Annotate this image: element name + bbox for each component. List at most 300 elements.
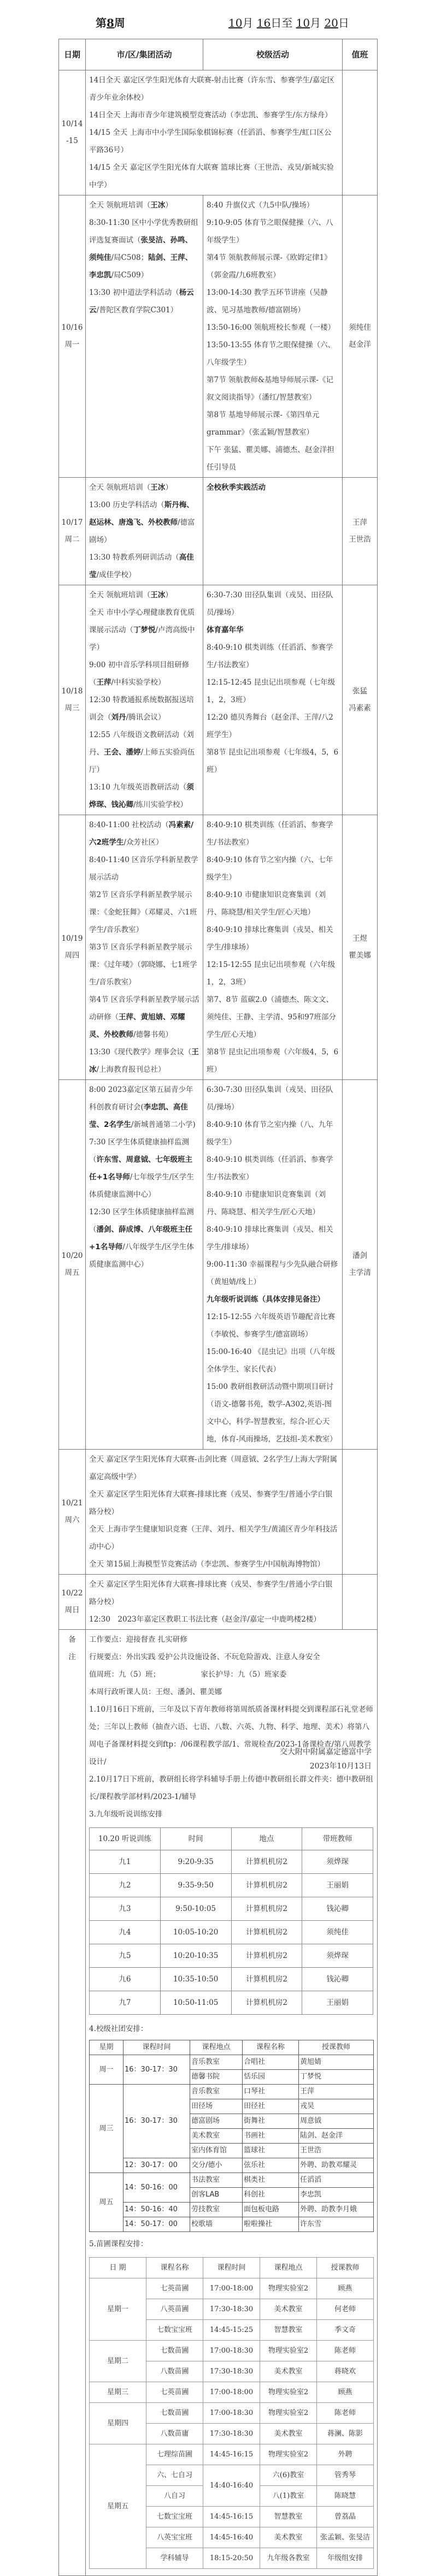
cell: 须烨琛 xyxy=(302,1850,373,1874)
cell: 八英苗圃 xyxy=(146,2299,203,2320)
cell: 17:30-18:30 xyxy=(203,2424,260,2444)
activity-item: 12:30 特教通报系统数据报送培训会（刘丹/腾讯会议） xyxy=(89,696,194,722)
cell: 物理实验室2 xyxy=(260,2403,317,2424)
listening-header-row xyxy=(90,1828,373,1850)
row-date xyxy=(59,585,86,815)
activity-item: 13:30《现代教学》理事会议（王冰/上海教育报刊总社） xyxy=(89,1048,199,1074)
club-teacher: 黄旭婧 xyxy=(299,2055,374,2070)
cell: 物理实验室2 xyxy=(260,2341,317,2361)
document-footer xyxy=(280,1745,372,1773)
cell: 物理实验室2 xyxy=(260,2444,317,2465)
month-char: 月 xyxy=(310,16,321,29)
cell: 17:00-18:30 xyxy=(203,2403,260,2424)
club-location: 创客LAB xyxy=(190,2188,243,2203)
club-name: 弦乐社 xyxy=(243,2158,299,2173)
activity-item: 9:00-11:30 幸福课程与少先队融合研修（黄旭婧/线上） xyxy=(207,1260,338,1286)
club-header: 课程名称 xyxy=(243,2040,299,2055)
club-location: 校歌墙 xyxy=(190,2217,243,2232)
date-text: 10/17 xyxy=(61,518,83,527)
activity-item: 全天 第15届上海模型节竞赛活动（李忠凯、参赛学生/中国航海博物馆） xyxy=(89,1560,325,1569)
club-name: 书画社 xyxy=(243,2129,299,2144)
activity-item: 第8节 昆虫记出项参观（七年级4，5，6班） xyxy=(207,748,339,774)
cell: 17:30-18:30 xyxy=(203,2299,260,2320)
activity-item: 全天 领航班培训（王冰） xyxy=(89,483,173,492)
date-range xyxy=(228,14,349,30)
cell: 14:45-16:40 xyxy=(203,2527,260,2548)
cell: 物理实验室2 xyxy=(260,2278,317,2299)
day-char: 日 xyxy=(338,16,349,29)
activity-item: 全校秋季实践活动 xyxy=(207,483,266,492)
activity-item: 下午 张猛、瞿美娜、浦德杰、赵金洋担任引导员 xyxy=(207,446,334,472)
school-activities-cell xyxy=(203,195,343,478)
activity-item: 全天 领航班培训（王冰） xyxy=(89,591,173,600)
activity-item: 14/15 全天 上海市中小学生国际象棋锦标赛（任滔滔、参赛学生/虹口区公平路36号） xyxy=(89,128,332,155)
club-name: 口琴社 xyxy=(243,2085,299,2099)
club-name: 面包板电路 xyxy=(243,2203,299,2217)
cell: 王丽娟 xyxy=(302,1874,373,1897)
nursery-header: 授课教师 xyxy=(317,2258,374,2278)
activity-item: 8:40-9:10 棋类训练（任滔滔、参赛学生/书法教室） xyxy=(207,821,333,847)
activity-item: 12:30 区学生体质健康抽样监测（潘剑、薛成博、八年级班主任+1名导师/八年级学生/区学生体质健康监测中心） xyxy=(89,1208,194,1269)
nursery-day: 星期三 xyxy=(90,2382,146,2403)
activity-item: 第8节 基地导师展示课-《第四单元grammar》（张孟颖/智慧教室） xyxy=(207,411,320,437)
note-line: 值周班：九（5）班； 家长护导：九（5）班家委 xyxy=(89,1670,287,1679)
listening-header: 时间 xyxy=(160,1828,231,1850)
club-header: 课程地点 xyxy=(190,2040,243,2055)
activity-item: 8:40-9:10 市健康知识竞赛集训（刘丹、陈晓慧/相关学生/匠心天地） xyxy=(207,891,326,917)
nursery-row xyxy=(90,2382,374,2403)
row-date xyxy=(59,195,86,478)
cell: 八(1)教室 xyxy=(260,2486,317,2507)
club-location: 室内体育馆 xyxy=(190,2144,243,2158)
cell: 九1 xyxy=(90,1850,161,1874)
cell: 外聘 xyxy=(317,2444,374,2465)
city-activities-cell xyxy=(86,1080,203,1450)
school-activities-cell xyxy=(203,585,343,815)
date-text: 10/18 xyxy=(61,687,83,696)
school-activities-cell xyxy=(203,478,343,585)
activity-item: 8:30-11:30 区中小学优秀教研组评选复赛面试（张旻洁、孙鸣、须纯佳/局C508；陆剑、王萍、李忠凯/局C509） xyxy=(89,218,198,280)
club-name: 合唱社 xyxy=(243,2055,299,2070)
club-header-row xyxy=(90,2040,374,2055)
nursery-header: 课程地点 xyxy=(260,2258,317,2278)
activity-item: 6:30-7:30 田径队集训（戎昊、田径队员/操场） xyxy=(207,591,333,617)
activity-item: 第2节 区音乐学科新星教学展示课：《金蛇狂舞》（邓耀灵、六1班学生/音乐教室） xyxy=(89,891,197,934)
weekday-text: 周二 xyxy=(64,535,80,544)
club-day: 周一 xyxy=(90,2055,124,2085)
weekly-schedule-table xyxy=(58,39,378,2576)
schedule-title-row xyxy=(0,12,435,34)
club-teacher: 王世浩 xyxy=(299,2144,374,2158)
club-teacher: 王萍 xyxy=(299,2085,374,2099)
club-location: 书法教室 xyxy=(190,2173,243,2188)
club-name: 田径社 xyxy=(243,2099,299,2114)
issue-date: 2023年10月13日 xyxy=(309,1762,372,1771)
notes-label-char: 备 xyxy=(68,1635,76,1644)
day-char: 日 xyxy=(271,16,282,29)
cell: 美术教室 xyxy=(260,2299,317,2320)
activity-item: 全天 市中小学心理健康教育优质课展示活动（丁梦悦/卢湾高级中学） xyxy=(89,608,195,652)
weekday-text: 周六 xyxy=(64,1516,80,1524)
to-char: 至 xyxy=(281,16,293,29)
cell: 智慧教室 xyxy=(260,2320,317,2341)
activity-item: 8:40-9:10 体育节之室内操（六、七年级学生） xyxy=(207,856,333,882)
activity-item: 第4节 区音乐学科新星教学展示活动研修（王萍、黄旭婧、邓耀灵、外校教师/德馨书苑） xyxy=(89,995,199,1039)
nursery-day: 星期五 xyxy=(90,2444,146,2569)
club-location: 交分/德小 xyxy=(190,2158,243,2173)
club-location: 德富剧场 xyxy=(190,2114,243,2129)
cell: 14:45-16:15 xyxy=(203,2507,260,2527)
club-time: 14：50-16：40 xyxy=(124,2203,190,2217)
club-teacher: 戎昊 xyxy=(299,2099,374,2114)
note-line: 3.九年级听说训练安排 xyxy=(89,1810,163,1819)
listening-header: 10.20 听说训练 xyxy=(90,1828,161,1850)
club-location: 劳技教室 xyxy=(190,2203,243,2217)
note-line: 行规要点：外出实践 爱护公共设施设备、不玩危险游戏、注意人身安全 xyxy=(89,1653,320,1661)
duty-person: 须纯佳 xyxy=(349,323,371,332)
duty-person: 张猛 xyxy=(352,687,367,696)
date-text: 10/14 xyxy=(61,120,83,128)
row-date xyxy=(59,478,86,585)
week-number: 8 xyxy=(107,16,114,29)
cell: 美术教室 xyxy=(260,2527,317,2548)
duty-cell xyxy=(343,1450,378,1575)
cell: 10:35-10:50 xyxy=(160,1968,231,1991)
city-activities-cell xyxy=(86,1575,343,1630)
table-row xyxy=(59,1450,378,1575)
table-row xyxy=(59,1575,378,1630)
cell: 计算机机房2 xyxy=(231,1897,302,1921)
weekday-text: 周日 xyxy=(64,1606,80,1615)
listening-row xyxy=(90,1850,373,1874)
club-teacher: 外聘、助教邓耀灵 xyxy=(299,2158,374,2173)
cell: 七数宝宝班 xyxy=(146,2507,203,2527)
start-day: 16 xyxy=(256,16,271,29)
club-teacher: 李忠凯 xyxy=(299,2188,374,2203)
city-activities-cell xyxy=(86,815,203,1080)
cell: 七英苗圃 xyxy=(146,2278,203,2299)
activity-item: 第7节 领航教师&基地导师展示课-《记叙文阅读指导》（潘红/智慧教室） xyxy=(207,376,333,402)
activity-item: 全天 嘉定区学生阳光体育大联赛-排球比赛（戎昊、参赛学生/普通小学白银路分校） xyxy=(89,1580,333,1606)
nursery-day: 星期四 xyxy=(90,2403,146,2444)
school-activities-cell xyxy=(203,1080,343,1450)
club-time: 14：50-17：00 xyxy=(124,2217,190,2232)
activity-item: 13:00 历史学科活动（斯丹梅、赵运林、唐逸飞、外校教师/德富剧场） xyxy=(89,501,195,544)
activity-item: 全天 领航班培训（王冰） xyxy=(89,201,173,210)
club-time: 12：30-17：00 xyxy=(124,2158,190,2173)
cell: 陈老师 xyxy=(317,2341,374,2361)
activity-item: 13:50-13:55 体育节之眼保健操（六、八年级学生） xyxy=(207,341,336,367)
cell: 季文奇 xyxy=(317,2320,374,2341)
activity-item: 8:40-9:10 市健康知识竞赛集训（刘丹、陈晓慧、相关学生/匠心天地） xyxy=(207,1190,326,1216)
activity-item: 13:50-16:00 领航班校长参观（一楼） xyxy=(207,323,336,332)
date-text: 10/21 xyxy=(61,1499,83,1507)
cell: 七数苗圃 xyxy=(146,2403,203,2424)
club-teacher: 丁梦悦 xyxy=(299,2070,374,2085)
end-day: 20 xyxy=(324,16,338,29)
club-name: 恬乐园 xyxy=(243,2070,299,2085)
cell: 学科辅导 xyxy=(146,2548,203,2569)
activity-item: 7:30 区学生体质健康抽样监测（许东雪、周意钺、七年级班主任+1名导师/七年级学生/区学生体质健康监测中心） xyxy=(89,1138,194,1199)
cell: 蒋晓欢 xyxy=(317,2361,374,2382)
club-location: 美术教室 xyxy=(190,2129,243,2144)
club-teacher: 许东雪 xyxy=(299,2217,374,2232)
cell: 张孟颖、张旻洁 xyxy=(317,2527,374,2548)
cell: 陈晓慧 xyxy=(317,2486,374,2507)
club-teacher: 外聘、助教李月娥 xyxy=(299,2203,374,2217)
row-date xyxy=(59,1450,86,1575)
cell: 六、七自习 xyxy=(146,2465,203,2486)
club-row xyxy=(90,2055,374,2070)
activity-item: 15:00 教研组教研活动暨中期项目研讨（语文-德馨书苑，数学-A302,英语-图文中心，科学-智慧教室，综合-匠心天地，体育-风雨操场，艺技组-美术教室） xyxy=(207,1382,337,1444)
cell: 钱沁卿 xyxy=(302,1897,373,1921)
activity-item: 第8节 昆虫记出项参观（六年级4，5，6班） xyxy=(207,1048,339,1074)
header-date: 日期 xyxy=(59,39,86,70)
nursery-title: 5.苗圃课程安排： xyxy=(89,2240,148,2248)
header-duty: 值班 xyxy=(343,39,378,70)
activity-item: 14/15 全天 嘉定区学生阳光体育大联赛 篮球比赛（王世浩、戎昊/新城实验中学） xyxy=(89,163,334,189)
cell: 14:40-16:40 xyxy=(203,2465,260,2507)
city-activities-cell xyxy=(86,70,343,195)
club-time: 16：30-17：30 xyxy=(124,2085,190,2158)
cell: 何老师 xyxy=(317,2299,374,2320)
nursery-header: 日 期 xyxy=(90,2258,146,2278)
city-activities-cell xyxy=(86,478,203,585)
cell: 须烨琛 xyxy=(302,1944,373,1968)
club-day: 周三 xyxy=(90,2085,124,2173)
club-location: 音乐教室 xyxy=(190,2085,243,2099)
cell: 九7 xyxy=(90,1991,161,2015)
listening-row xyxy=(90,1897,373,1921)
activity-item: 8:00 2023嘉定区第五届青少年科创教育研讨会(李忠凯、高佳莹、2名学生/新城普通第二小学) xyxy=(89,1085,196,1129)
activity-item: 全天 嘉定区学生阳光体育大联赛-排球比赛（戎昊、参赛学生/普通小学白银路分校） xyxy=(89,1490,333,1516)
nursery-row xyxy=(90,2341,374,2361)
cell: 计算机机房2 xyxy=(231,1944,302,1968)
cell: 钱沁卿 xyxy=(302,1968,373,1991)
cell: 九5 xyxy=(90,1944,161,1968)
nursery-row xyxy=(90,2444,374,2465)
cell: 九3 xyxy=(90,1897,161,1921)
date-text: 10/20 xyxy=(61,1251,83,1260)
cell: 陈老师 xyxy=(317,2403,374,2424)
listening-row xyxy=(90,1968,373,1991)
cell: 14:45-16:15 xyxy=(203,2444,260,2465)
nursery-row xyxy=(90,2278,374,2299)
note-line: 本周行政听课人员：王煜、潘剑、瞿美娜 xyxy=(89,1688,222,1696)
note-line: 2.10月17日下班前，教研组长将学科辅导手册上传德中教研组长群文件夹：德中教研组长/课程教学部材料/2023-1/辅导 xyxy=(89,1775,373,1801)
cell: 蒋澜、陈影 xyxy=(317,2424,374,2444)
table-row xyxy=(59,478,378,585)
city-activities-cell xyxy=(86,195,203,478)
activity-item: 8:40-9:10 棋类训练（任滔滔、参赛学生/书法教室） xyxy=(207,643,333,669)
activity-item: 12:15-12:45 昆虫记出项参观（七年级1，2，3班） xyxy=(207,678,336,704)
nursery-header: 课程名称 xyxy=(146,2258,203,2278)
activity-item: 体育嘉年华 xyxy=(207,626,244,634)
duty-person: 潘剑 xyxy=(352,1251,367,1260)
cell: 九4 xyxy=(90,1921,161,1944)
activity-item: 12:15-12:55 昆虫记出项参观（六年级1，2，3班） xyxy=(207,960,336,987)
duty-person: 王煜 xyxy=(352,934,367,943)
nursery-row xyxy=(90,2403,374,2424)
cell: 计算机机房2 xyxy=(231,1874,302,1897)
weekday-text: 周一 xyxy=(64,340,80,349)
cell: 9:35-9:50 xyxy=(160,1874,231,1897)
duty-person: 王萍 xyxy=(352,518,367,527)
row-date xyxy=(59,70,86,195)
cell: 顾燕 xyxy=(317,2278,374,2299)
nursery-day: 星期一 xyxy=(90,2278,146,2341)
table-row xyxy=(59,195,378,478)
cell: 美术教室 xyxy=(260,2424,317,2444)
cell: 10:20-10:35 xyxy=(160,1944,231,1968)
cell: 曾荔晶 xyxy=(317,2507,374,2527)
start-month: 10 xyxy=(228,16,243,29)
club-schedule-table xyxy=(89,2040,374,2232)
activity-item: 8:40-9:10 排球比赛集训（戎昊、相关学生/排球场） xyxy=(207,925,333,952)
header-city-activities: 市/区/集团活动 xyxy=(86,39,203,70)
cell: 六(6)教室 xyxy=(260,2465,317,2486)
cell: 17:00-18:00 xyxy=(203,2382,260,2403)
club-location: 音乐教室 xyxy=(190,2055,243,2070)
end-month: 10 xyxy=(296,16,310,29)
activity-item: 第7、8节 蓝碳2.0（浦德杰、陈文文、须纯佳、王静、主学清、95和97班部分学生/匠心天地） xyxy=(207,995,336,1039)
duty-cell xyxy=(343,478,378,585)
note-line: 1.10月16日下班前，三年及以下青年教师将第周纸质备课材料提交到课程部石礼堂老师处；三年以上教师（抽查六语、七语、八数、六英、九物、科学、地理、美术）将第八周电子备课材料提交到ftp：/06课程教学部/1、常规检查/2023-1备课检查/第八周教学设计/ xyxy=(89,1705,373,1766)
cell: 七英苗圃 xyxy=(146,2382,203,2403)
activity-item: 13:10 九年级英语教研活动（须烨琛、钱沁卿/练川实验学校） xyxy=(89,783,194,809)
club-row xyxy=(90,2085,374,2099)
cell: 九年级各教室 xyxy=(260,2548,317,2569)
cell: 17:00-18:30 xyxy=(203,2341,260,2361)
duty-cell xyxy=(343,70,378,195)
date-text: 10/19 xyxy=(61,934,83,943)
nursery-header-row xyxy=(90,2258,374,2278)
cell: 物理实验室2 xyxy=(260,2382,317,2403)
activity-item: 第4节 领航教师展示课-《欧姆定律1》（郭金霞/九6班教室） xyxy=(207,253,332,280)
club-name: 篮球社 xyxy=(243,2144,299,2158)
table-row xyxy=(59,70,378,195)
weekday-text: 周三 xyxy=(64,704,80,713)
month-char: 月 xyxy=(242,16,254,29)
activity-item: 12:15-12:55 六年级英语节趣配音比赛（李敏悦、参赛学生/德富剧场） xyxy=(207,1313,336,1339)
cell: 七理综苗圃 xyxy=(146,2444,203,2465)
duty-cell xyxy=(343,815,378,1080)
cell: 计算机机房2 xyxy=(231,1968,302,1991)
notes-label-char: 注 xyxy=(68,1653,76,1661)
activity-item: 14日全天 上海市青少年建筑模型竞赛活动（李忠凯、参赛学生/东方绿舟） xyxy=(89,111,332,120)
duty-cell xyxy=(343,585,378,815)
cell: 王丽娟 xyxy=(302,1991,373,2015)
cell: 17:00-18:00 xyxy=(203,2278,260,2299)
cell: 八数苗庸 xyxy=(146,2424,203,2444)
activity-item: 12:55 八年级语文教研活动（刘丹、王会、潘婷/上师五实验尚伍厅） xyxy=(89,731,195,774)
club-teacher: 任滔滔 xyxy=(299,2173,374,2188)
school-name: 交大附中附属嘉定德富中学 xyxy=(280,1748,372,1756)
club-row xyxy=(90,2158,374,2173)
week-label xyxy=(96,14,125,30)
city-activities-cell xyxy=(86,585,203,815)
weekday-text: 周五 xyxy=(64,1268,80,1277)
club-day: 周五 xyxy=(90,2173,124,2232)
cell: 计算机机房2 xyxy=(231,1850,302,1874)
club-name: 啦啦操社 xyxy=(243,2217,299,2232)
cell: 须纯佳 xyxy=(302,1921,373,1944)
activity-item: 6:30-7:30 田径队集训（戎昊、田径队员/操场） xyxy=(207,1085,333,1112)
club-time: 14：50-16：00 xyxy=(124,2173,190,2203)
duty-person: 冯素素 xyxy=(349,704,371,713)
duty-person: 赵金洋 xyxy=(349,340,371,349)
table-row xyxy=(59,1080,378,1450)
listening-header: 地点 xyxy=(231,1828,302,1850)
cell: 9:50-10:05 xyxy=(160,1897,231,1921)
activity-item: 9:10-9:05 体育节之眼保健操（六、八年级学生） xyxy=(207,218,333,245)
activity-item: 9:00 初中音乐学科项目组研修（王萍/中科实验学校） xyxy=(89,661,190,687)
cell: 管秀琴 xyxy=(317,2465,374,2486)
cell: 九6 xyxy=(90,1968,161,1991)
cell: 年级组安排 xyxy=(317,2548,374,2569)
duty-cell xyxy=(343,1575,378,1630)
table-row xyxy=(59,815,378,1080)
club-header: 授课教师 xyxy=(299,2040,374,2055)
activity-item: 12:30 2023年嘉定区教职工书法比赛（赵金洋/嘉定一中鹿鸣楼2楼） xyxy=(89,1615,321,1624)
club-row xyxy=(90,2173,374,2188)
duty-cell xyxy=(343,195,378,478)
header-school-activities: 校级活动 xyxy=(203,39,343,70)
cell: 计算机机房2 xyxy=(231,1991,302,2015)
nursery-schedule-table xyxy=(89,2257,374,2569)
listening-row xyxy=(90,1874,373,1897)
listening-row xyxy=(90,1944,373,1968)
cell: 美术教室 xyxy=(260,2361,317,2382)
activity-item: 第3节 区音乐学科新星教学展示课：《过年喽》（郭晓娜、七1班学生/音乐教室） xyxy=(89,943,197,987)
cell: 计算机机房2 xyxy=(231,1921,302,1944)
cell: 八数苗圃 xyxy=(146,2361,203,2382)
date-text: 10/16 xyxy=(61,323,83,332)
activity-item: 15:00-16:40 《昆虫记》出项（八年级全体学生、家长代表） xyxy=(207,1348,336,1374)
activity-item: 8:40-11:00 社校活动（冯素素/六2班学生/众芳社区） xyxy=(89,821,194,847)
activity-item: 8:40 升旗仪式（九5中队/操场） xyxy=(207,201,314,210)
activity-item: 8:40-9:10 排球比赛集训（戎昊、相关学生/排球场） xyxy=(207,1225,333,1251)
club-location: 田径场 xyxy=(190,2099,243,2114)
duty-person: 主学清 xyxy=(349,1268,371,1277)
row-date xyxy=(59,1080,86,1450)
listening-row xyxy=(90,1991,373,2015)
club-name: 科创社 xyxy=(243,2188,299,2203)
row-date xyxy=(59,815,86,1080)
club-row xyxy=(90,2217,374,2232)
cell: 10:05-10:20 xyxy=(160,1921,231,1944)
club-title: 4.校级社团安排： xyxy=(89,2025,148,2033)
table-header-row xyxy=(59,39,378,70)
cell: 七数宝宝班 xyxy=(146,2320,203,2341)
activity-item: 全天 嘉定区学生阳光体育大联赛-击剑比赛（周意钺、2名学生/上海大学附属嘉定高级中学） xyxy=(89,1455,337,1481)
note-line: 工作要点：迎接督查 扎实研修 xyxy=(89,1635,187,1644)
date-text: 10/22 xyxy=(61,1589,83,1598)
activity-item: 12:20 德贝秀舞台（赵金洋、王萍/八2班学生） xyxy=(207,713,333,739)
club-time: 16：30-17：30 xyxy=(124,2055,190,2085)
city-activities-cell xyxy=(86,1450,343,1575)
club-row xyxy=(90,2203,374,2217)
listening-header: 带班教师 xyxy=(302,1828,373,1850)
cell: 18:15-20:50 xyxy=(203,2548,260,2569)
cell: 10:50-11:05 xyxy=(160,1991,231,2015)
club-name: 街舞社 xyxy=(243,2114,299,2129)
duty-person: 王世浩 xyxy=(349,535,371,544)
school-activities-cell xyxy=(203,815,343,1080)
club-teacher: 陆剑、赵金洋 xyxy=(299,2129,374,2144)
activity-item: 13:30 初中道法学科活动（杨云云/普陀区教育学院C301） xyxy=(89,288,194,314)
cell: 顾燕 xyxy=(317,2382,374,2403)
